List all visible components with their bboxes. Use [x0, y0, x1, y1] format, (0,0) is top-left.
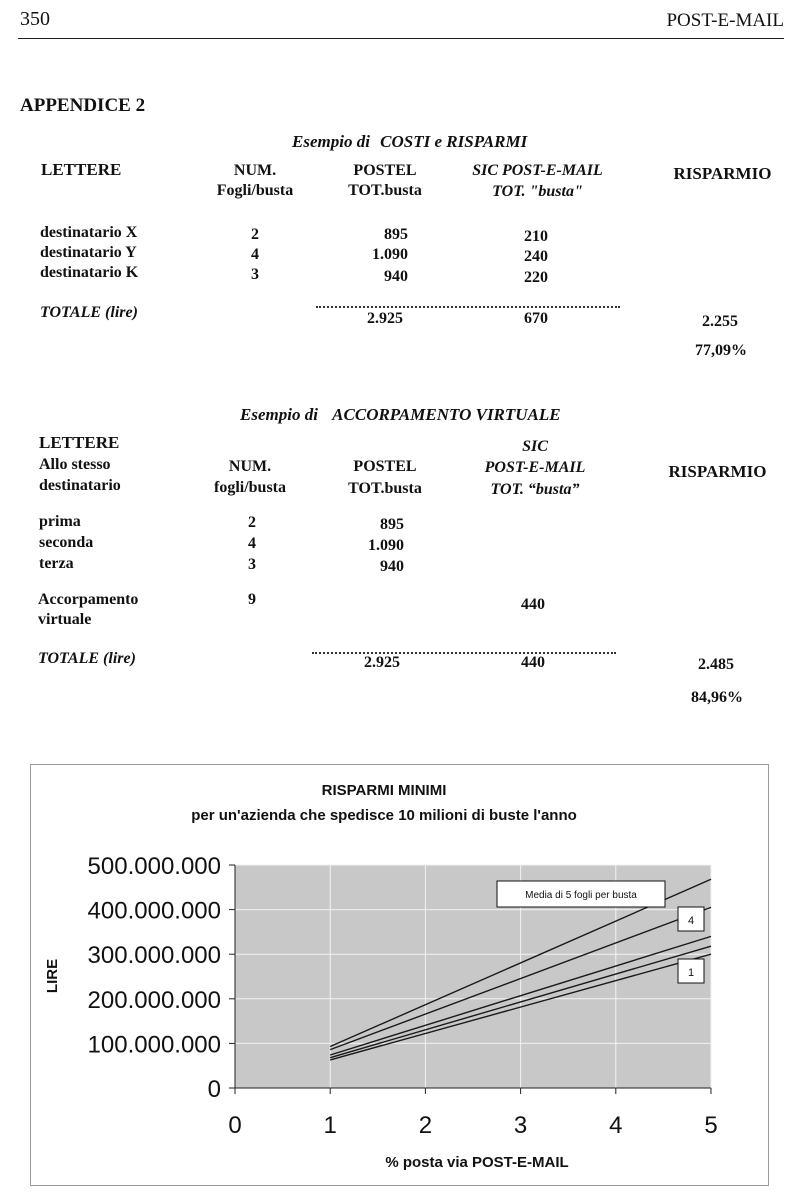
virtual-sic: 440 — [521, 596, 545, 613]
table1-caption-prefix: Esempio di — [292, 132, 370, 151]
chart-svg — [31, 765, 768, 1185]
table-row-postel: 1.090 — [368, 537, 404, 554]
y-tick-label: 100.000.000 — [87, 1031, 221, 1059]
savings-chart — [30, 764, 769, 1186]
table-row-num: 4 — [251, 246, 259, 263]
table-row-num: 4 — [248, 535, 256, 552]
running-title: POST-E-MAIL — [666, 10, 784, 31]
x-tick-label: 4 — [609, 1112, 623, 1139]
table-row-sic: 220 — [524, 269, 548, 286]
x-tick-label: 5 — [704, 1112, 718, 1139]
table-row-label: seconda — [39, 534, 94, 551]
col-risparmio: RISPARMIO — [668, 462, 767, 481]
col-sic-line2: TOT. "busta" — [492, 183, 583, 200]
table-row-postel: 940 — [384, 268, 408, 285]
table-row-num: 3 — [248, 556, 256, 573]
col-postel-line2: TOT.busta — [348, 182, 422, 199]
col-num-line1: NUM. — [228, 458, 272, 475]
total-sic: 440 — [521, 654, 545, 671]
total-sic: 670 — [524, 310, 548, 327]
section-title: APPENDICE 2 — [20, 95, 146, 116]
table2-caption-prefix: Esempio di — [240, 405, 318, 424]
table-row-postel: 895 — [380, 516, 404, 533]
y-tick-label: 200.000.000 — [87, 986, 221, 1014]
col-num-line1: NUM. — [233, 162, 277, 179]
y-tick-label: 500.000.000 — [87, 853, 221, 880]
y-axis-label: LIRE — [44, 958, 61, 994]
table-row-postel: 1.090 — [372, 246, 408, 263]
saving-percent: 84,96% — [691, 689, 743, 706]
page-number: 350 — [20, 8, 50, 30]
col-postel-line1: POSTEL — [353, 162, 417, 179]
col-postel-line2: TOT.busta — [348, 480, 422, 497]
col-postel-line1: POSTEL — [353, 458, 417, 475]
col-num-line2: Fogli/busta — [216, 182, 294, 199]
x-tick-label: 2 — [418, 1112, 433, 1139]
total-label: TOTALE (lire) — [38, 650, 136, 667]
saving-value: 2.255 — [702, 313, 738, 330]
table-row-label: terza — [39, 555, 74, 572]
total-divider — [316, 306, 620, 308]
table-row-label: destinatario X — [40, 224, 138, 241]
table-row-sic: 210 — [524, 228, 548, 245]
table-row-num: 3 — [251, 266, 259, 283]
x-tick-label: 1 — [323, 1112, 337, 1139]
col-num-line2: fogli/busta — [213, 479, 286, 496]
table-row-sic: 240 — [524, 248, 548, 265]
table2-caption-main: ACCORPAMENTO VIRTUALE — [332, 405, 561, 424]
col-sic-line1: SIC — [522, 438, 548, 455]
header-rule — [18, 38, 784, 39]
table-row-num: 2 — [251, 226, 259, 243]
virtual-label-line1: Accorpamento — [38, 591, 139, 608]
table-row-postel: 895 — [384, 226, 408, 243]
table1-caption-main: COSTI e RISPARMI — [380, 132, 528, 151]
col-sic-line1: SIC POST-E-MAIL — [472, 162, 603, 179]
table-row-label: destinatario Y — [40, 244, 137, 261]
y-tick-label: 300.000.000 — [87, 942, 221, 970]
table-row-postel: 940 — [380, 558, 404, 575]
col-sic-line3: TOT. “busta” — [490, 481, 580, 498]
table-row-label: prima — [39, 513, 81, 530]
y-tick-label: 400.000.000 — [87, 897, 221, 925]
chart-title: RISPARMI MINIMI — [321, 782, 447, 799]
y-tick-label: 0 — [207, 1076, 221, 1103]
x-tick-label: 3 — [513, 1112, 528, 1139]
table1-caption — [292, 132, 527, 152]
col-lettere-line1: LETTERE — [39, 433, 120, 452]
series-label: 4 — [687, 915, 695, 927]
total-label: TOTALE (lire) — [40, 304, 138, 321]
table-row-label: destinatario K — [40, 264, 139, 281]
col-lettere-line3: destinatario — [39, 477, 121, 494]
table2-caption — [240, 405, 561, 425]
col-sic-line2: POST-E-MAIL — [484, 459, 586, 476]
virtual-label-line2: virtuale — [38, 611, 92, 628]
col-lettere: LETTERE — [41, 160, 122, 179]
col-risparmio: RISPARMIO — [673, 164, 772, 183]
virtual-num: 9 — [248, 591, 256, 608]
total-postel: 2.925 — [367, 310, 403, 327]
saving-percent: 77,09% — [695, 342, 747, 359]
x-axis-label: % posta via POST-E-MAIL — [385, 1154, 569, 1171]
series-label: 1 — [687, 967, 695, 979]
table-row-num: 2 — [248, 514, 256, 531]
legend-text: Media di 5 fogli per busta — [525, 890, 637, 901]
col-lettere-line2: Allo stesso — [39, 456, 111, 473]
chart-subtitle: per un'azienda che spedisce 10 milioni di buste l'anno — [191, 807, 577, 824]
total-postel: 2.925 — [364, 654, 400, 671]
saving-value: 2.485 — [698, 656, 734, 673]
x-tick-label: 0 — [228, 1112, 242, 1139]
